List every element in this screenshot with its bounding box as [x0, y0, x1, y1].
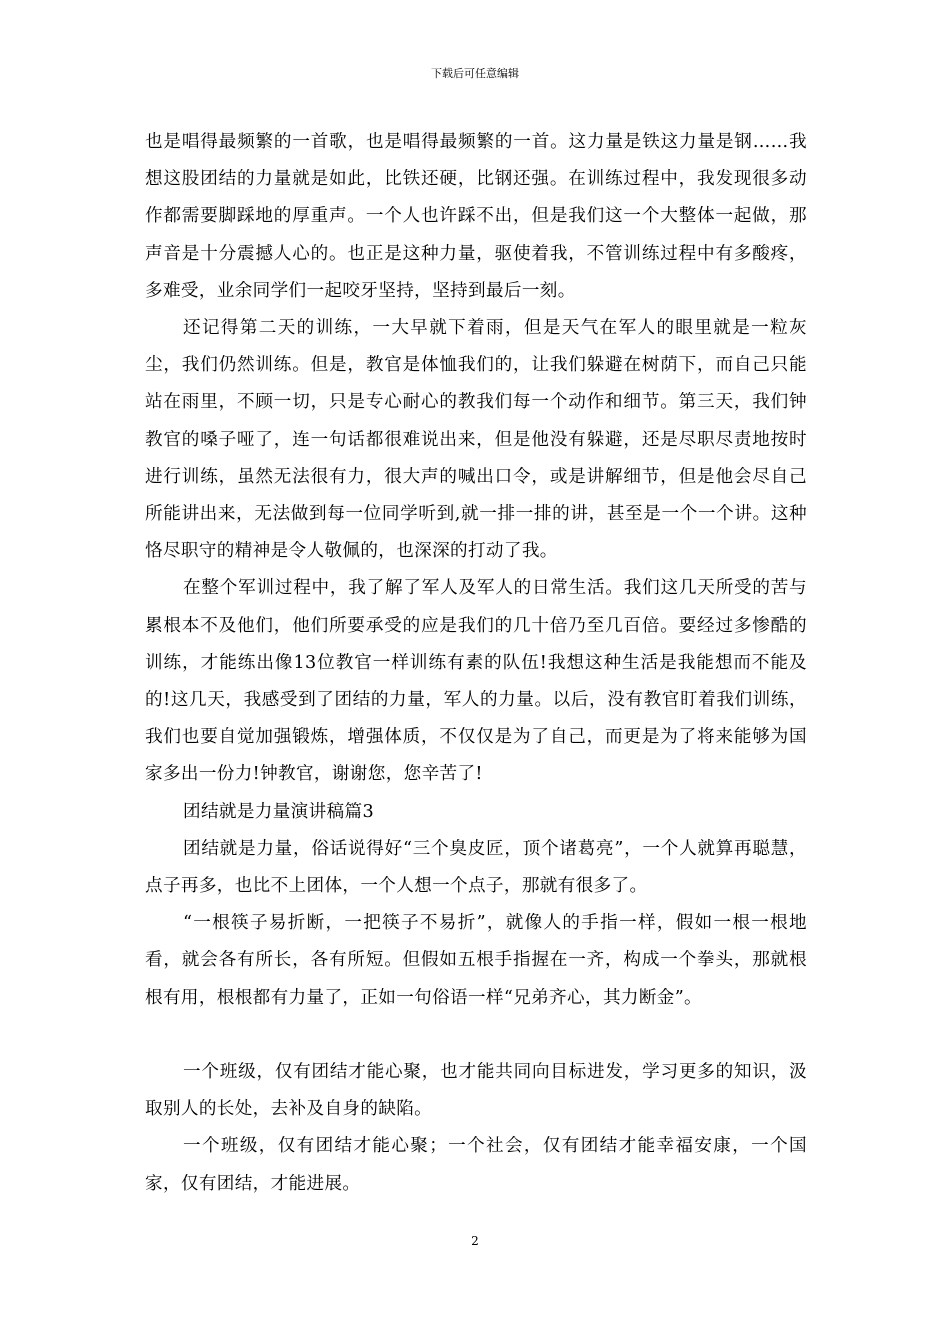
- document-body: [145, 124, 807, 1203]
- body-paragraph-4: 团结就是力量，俗话说得好“三个臭皮匠，顶个诸葛亮”，一个人就算再聪慧，点子再多，也比不上团体，一个人想一个点子，那就有很多了。: [145, 838, 807, 897]
- section-heading: 团结就是力量演讲稿篇3: [183, 801, 374, 822]
- body-paragraph-2: 还记得第二天的训练，一大早就下着雨，但是天气在军人的眼里就是一粒灰尘，我们仍然训练。但是，教官是体恤我们的，让我们躲避在树荫下，而自己只能站在雨里，不顾一切，只是专心耐心的教我们每一个动作和细节。第三天，我们钟教官的嗓子哑了，连一句话都很难说出来，但是他没有躲避，还是尽职尽责地按时进行训练，虽然无法很有力，很大声的喊出口令，或是讲解细节，但是他会尽自己所能讲出来，无法做到每一位同学听到,就一排一排的讲，甚至是一个一个讲。这种恪尽职守的精神是令人敬佩的，也深深的打动了我。: [145, 318, 807, 562]
- body-paragraph-5: “一根筷子易折断，一把筷子不易折”，就像人的手指一样，假如一根一根地看，就会各有所长，各有所短。但假如五根手指握在一齐，构成一个拳头，那就根根有用，根根都有力量了，正如一句俗语一样“兄弟齐心，其力断金”。: [145, 913, 807, 1008]
- page-header: 下载后可任意编辑: [431, 67, 519, 80]
- body-paragraph-3: 在整个军训过程中，我了解了军人及军人的日常生活。我们这几天所受的苦与累根本不及他们，他们所要承受的应是我们的几十倍乃至几百倍。要经过多惨酷的训练，才能练出像13位教官一样训练有素的队伍!我想这种生活是我能想而不能及的!这几天，我感受到了团结的力量，军人的力量。以后，没有教官盯着我们训练，我们也要自觉加强锻炼，增强体质，不仅仅是为了自己，而更是为了将来能够为国家多出一份力!钟教官，谢谢您，您辛苦了!: [145, 578, 807, 785]
- body-paragraph-6: 一个班级，仅有团结才能心聚，也才能共同向目标进发，学习更多的知识，汲取别人的长处，去补及自身的缺陷。: [145, 1062, 807, 1120]
- body-paragraph-1: 也是唱得最频繁的一首歌，也是唱得最频繁的一首。这力量是铁这力量是钢……我想这股团结的力量就是如此，比铁还硬，比钢还强。在训练过程中，我发现很多动作都需要脚踩地的厚重声。一个人也许踩不出，但是我们这一个大整体一起做，那声音是十分震撼人心的。也正是这种力量，驱使着我，不管训练过程中有多酸疼，多难受，业余同学们一起咬牙坚持，坚持到最后一刻。: [145, 132, 807, 301]
- blank-line: [145, 1017, 807, 1054]
- body-paragraph-7: 一个班级，仅有团结才能心聚；一个社会，仅有团结才能幸福安康，一个国家，仅有团结，才能进展。: [145, 1136, 807, 1194]
- page-number: 2: [471, 1234, 479, 1248]
